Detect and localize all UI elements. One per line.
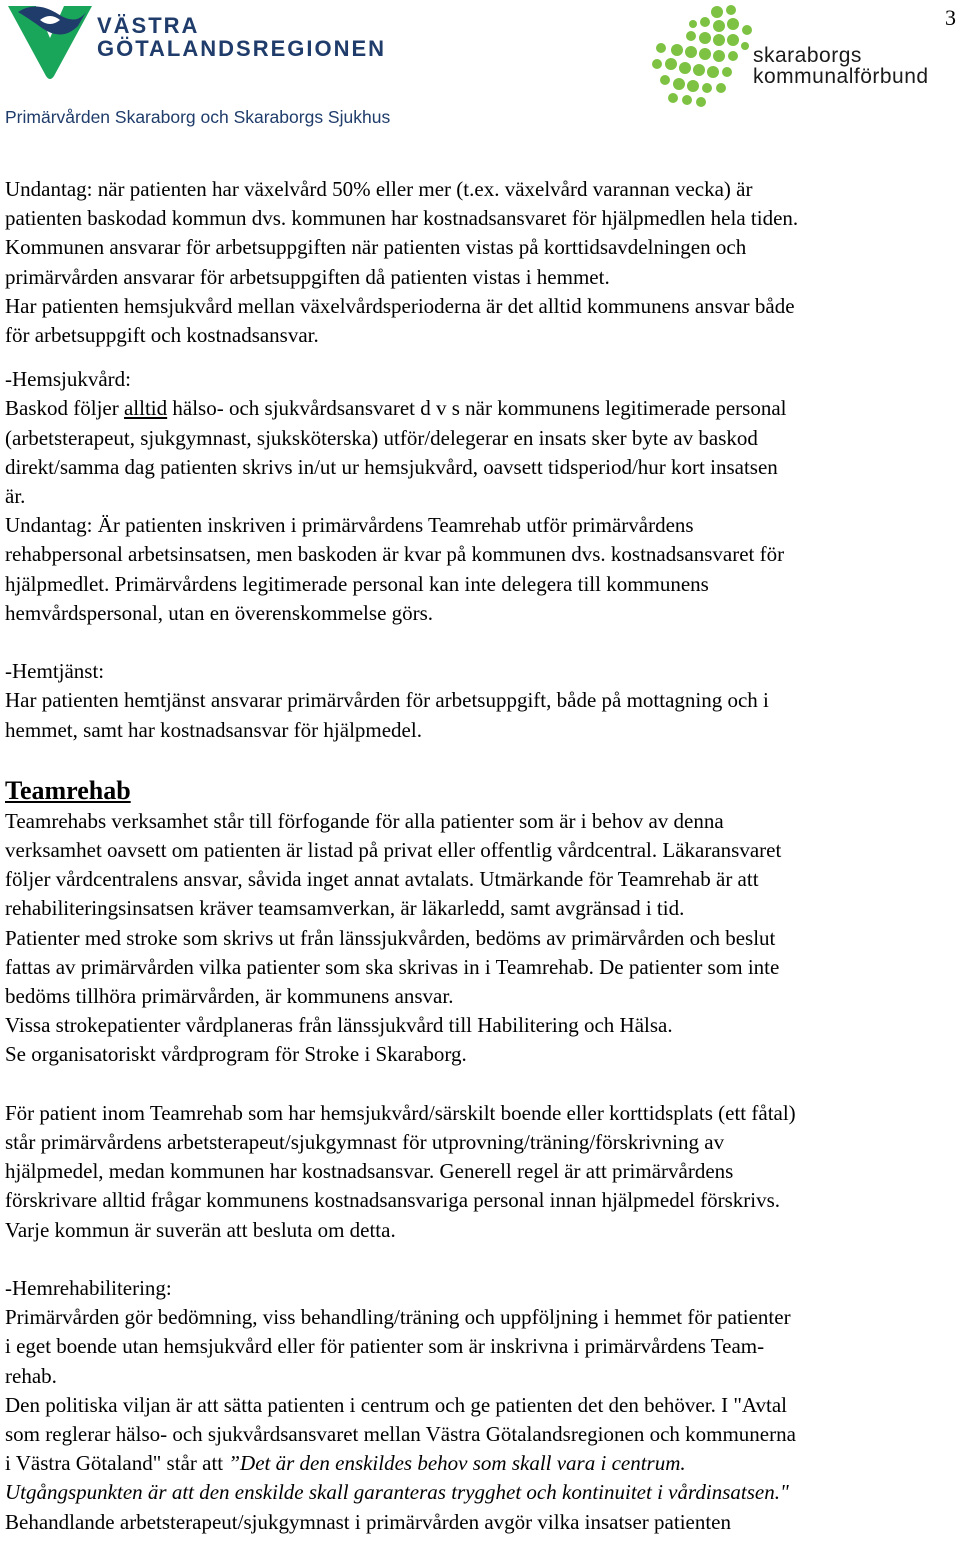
text-line: Teamrehabs verksamhet står till förfogande för alla patienter som är i behov av denna	[5, 808, 724, 833]
text-line: Har patienten hemtjänst ansvarar primärvården för arbetsuppgift, både på mottagning och i	[5, 688, 769, 713]
skaraborgs-kommunalforbund-logo	[647, 2, 937, 112]
section-label-hemsjukvard: -Hemsjukvård:	[5, 367, 131, 392]
text-line: fattas av primärvården vilka patienter som ska skrivas in i Teamrehab. De patienter som inte	[5, 954, 780, 979]
italic-quote-line: Utgångspunkten är att den enskilde skall garanteras trygghet och kontinuitet i vårdinsatsen."	[5, 1480, 789, 1505]
skk-logo-line1: skaraborgs	[753, 44, 862, 67]
text-line: följer vårdcentralens ansvar, såvida inget annat avtalats. Utmärkande för Teamrehab är att	[5, 867, 759, 892]
skk-logo-text	[753, 45, 929, 87]
text-line: för arbetsuppgift och kostnadsansvar.	[5, 323, 319, 348]
text-line: Se organisatoriskt vårdprogram för Stroke i Skaraborg.	[5, 1042, 467, 1067]
text-line: som reglerar hälso- och sjukvårdsansvaret mellan Västra Götalandsregionen och kommunerna	[5, 1422, 796, 1447]
text-line: direkt/samma dag patienten skrivs in/ut ur hemsjukvård, oavsett tidsperiod/hur kort insatsen	[5, 454, 778, 479]
vgr-logo-line2: GÖTALANDSREGIONEN	[97, 36, 387, 61]
section-label-hemrehabilitering: -Hemrehabilitering:	[5, 1276, 172, 1301]
text-line: Primärvården gör bedömning, viss behandling/träning och uppföljning i hemmet för patienter	[5, 1305, 791, 1330]
document-body	[5, 175, 960, 1537]
underlined-word: alltid	[123, 396, 168, 421]
vgr-emblem-icon	[6, 2, 96, 82]
text-line: är.	[5, 484, 26, 509]
skk-logo-line2: kommunalförbund	[753, 65, 929, 88]
text-line: Har patienten hemsjukvård mellan växelvårdsperioderna är det alltid kommunens ansvar både	[5, 293, 795, 318]
text-line: rehab.	[5, 1363, 57, 1388]
text-line	[5, 394, 960, 423]
text-line: Behandlande arbetsterapeut/sjukgymnast i primärvården avgör vilka insatser patienten	[5, 1509, 732, 1534]
text-line: hemmet, samt har kostnadsansvar för hjälpmedel.	[5, 717, 422, 742]
vgr-logo-line1: VÄSTRA	[97, 13, 200, 38]
text-line: primärvården ansvarar för arbetsuppgiften då patienten vistas i hemmet.	[5, 264, 610, 289]
italic-quote: ”Det är den enskildes behov som skall vara i centrum.	[228, 1451, 686, 1476]
text-line: rehabpersonal arbetsinsatsen, men baskoden är kvar på kommunen dvs. kostnadsansvaret för	[5, 542, 785, 567]
text-line: hjälpmedel, medan kommunen har kostnadsansvar. Generell regel är att primärvårdens	[5, 1159, 734, 1184]
vastra-gotalandsregionen-logo	[6, 2, 387, 82]
text-line: står primärvårdens arbetsterapeut/sjukgymnast för utprovning/träning/förskrivning av	[5, 1130, 725, 1155]
page-number: 3	[945, 5, 956, 30]
vgr-logo-text	[97, 14, 386, 60]
section-heading-teamrehab: Teamrehab	[5, 775, 131, 805]
text-line: Patienter med stroke som skrivs ut från länssjukvården, bedöms av primärvården och beslut	[5, 925, 776, 950]
text-line: Den politiska viljan är att sätta patienten i centrum och ge patienten det den behöver. I "Avtal	[5, 1392, 788, 1417]
text-line	[5, 1449, 960, 1478]
text-line: För patient inom Teamrehab som har hemsjukvård/särskilt boende eller korttidsplats (ett fåtal)	[5, 1100, 796, 1125]
text-span: i Västra Götaland" står att	[5, 1451, 229, 1476]
header-subtitle: Primärvården Skaraborg och Skaraborgs Sjukhus	[5, 107, 391, 127]
page-header	[0, 0, 960, 140]
text-line: Varje kommun är suverän att besluta om detta.	[5, 1217, 396, 1242]
text-line: Vissa strokepatienter vårdplaneras från länssjukvård till Habilitering och Hälsa.	[5, 1013, 673, 1038]
text-line: Kommunen ansvarar för arbetsuppgiften när patienten vistas på korttidsavdelningen och	[5, 235, 747, 260]
text-line: rehabiliteringsinsatsen kräver teamsamverkan, är läkarledd, samt avgränsad i tid.	[5, 896, 685, 921]
text-line: hemvårdspersonal, utan en överenskommelse görs.	[5, 600, 434, 625]
text-line: patienten baskodad kommun dvs. kommunen har kostnadsansvaret för hjälpmedlen hela tiden.	[5, 206, 799, 231]
text-line: i eget boende utan hemsjukvård eller för patienter som är inskrivna i primärvårdens Team-	[5, 1334, 765, 1359]
text-line: bedöms tillhöra primärvården, är kommunens ansvar.	[5, 984, 454, 1009]
section-label-hemtjanst: -Hemtjänst:	[5, 659, 105, 684]
text-span: hälso- och sjukvårdsansvaret d v s när kommunens legitimerade personal	[167, 396, 787, 421]
text-line: Undantag: Är patienten inskriven i primärvårdens Teamrehab utför primärvårdens	[5, 513, 694, 538]
text-span: Baskod följer	[5, 396, 124, 421]
text-line: förskrivare alltid frågar kommunens kostnadsansvariga personal innan hjälpmedel förskrivs.	[5, 1188, 781, 1213]
text-line: Undantag: när patienten har växelvård 50% eller mer (t.ex. växelvård varannan vecka) är	[5, 177, 753, 201]
text-line: verksamhet oavsett om patienten är listad på privat eller offentlig vårdcentral. Läkaransvaret	[5, 838, 782, 863]
text-line: (arbetsterapeut, sjukgymnast, sjuksköterska) utför/delegerar en insats sker byte av baskod	[5, 425, 758, 450]
skk-dots-icon	[647, 2, 757, 112]
text-line: hjälpmedlet. Primärvårdens legitimerade personal kan inte delegera till kommunens	[5, 571, 709, 596]
